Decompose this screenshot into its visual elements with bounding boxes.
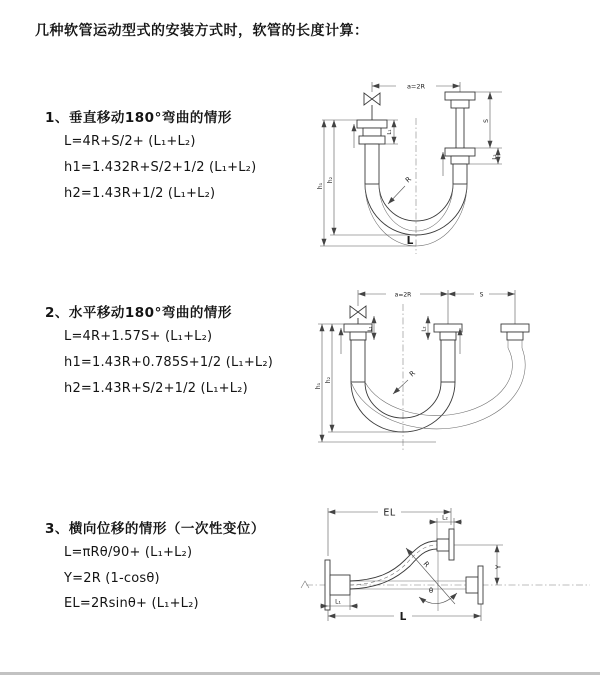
section-1-formula-h1: h1=1.432R+S/2+1/2 (L₁+L₂) (64, 160, 257, 175)
braided-hose-section (351, 340, 365, 382)
hose-straight-position (350, 581, 466, 589)
diagram-horizontal-180-bend (308, 282, 600, 462)
dimension-a2r-s (358, 290, 515, 324)
section-3-formula-Y: Y=2R (1-cosθ) (64, 571, 160, 586)
section-1-heading: 1、垂直移动180°弯曲的情形 (45, 110, 232, 126)
diagram-lateral-displacement (298, 498, 598, 653)
hose-u-bend (351, 348, 525, 432)
page-title: 几种软管运动型式的安装方式时，软管的长度计算： (35, 23, 369, 39)
d2-label-l2: L₂ (421, 326, 428, 332)
braided-hose-section (441, 340, 455, 382)
d1-label-h2: h₂ (327, 176, 334, 184)
d1-label-l: L (406, 235, 414, 247)
section-1-formula-h2: h2=1.43R+1/2 (L₁+L₂) (64, 186, 216, 201)
section-1-formula-L: L=4R+S/2+ (L₁+L₂) (64, 134, 196, 149)
right-pipe-fitting (501, 324, 529, 348)
d1-label-l1: L₁ (387, 129, 393, 135)
break-mark (301, 581, 309, 588)
radius-callout (388, 175, 413, 204)
section-3-formula-EL: EL=2Rsinθ+ (L₁+L₂) (64, 596, 199, 611)
middle-pipe-fitting (434, 324, 462, 382)
section-2-formula-h2: h2=1.43R+S/2+1/2 (L₁+L₂) (64, 381, 248, 396)
braided-hose-section (365, 144, 379, 184)
dimension-l2 (429, 515, 462, 540)
braided-hose-section (453, 164, 467, 184)
d3-label-theta: θ (428, 587, 434, 595)
right-pipe-fitting (445, 92, 475, 184)
d2-label-l1: L₁ (367, 326, 374, 332)
dimension-l (328, 604, 481, 623)
d2-label-span: a=2R (394, 291, 412, 299)
d2-label-h2: h₂ (325, 376, 332, 384)
section-2-heading: 2、水平移动180°弯曲的情形 (45, 305, 232, 321)
d1-label-s: S (483, 119, 490, 123)
d2-label-r: R (407, 369, 417, 379)
radius-callout (393, 369, 417, 394)
d3-label-l1: L₁ (335, 598, 341, 606)
valve-icon (350, 306, 366, 324)
d1-label-l2: L₂ (492, 154, 498, 160)
d2-label-s: S (479, 291, 484, 299)
d3-label-y: Y (494, 564, 503, 570)
left-pipe-fitting (357, 120, 387, 184)
section-2-formula-L: L=4R+1.57S+ (L₁+L₂) (64, 329, 213, 344)
dimension-l1-l2 (368, 316, 429, 340)
upper-flange-fitting (437, 529, 454, 560)
d3-label-r: R (421, 559, 431, 569)
section-2-formula-h1: h1=1.43R+0.785S+1/2 (L₁+L₂) (64, 355, 274, 370)
dimension-el (328, 508, 451, 557)
d3-label-l: L (399, 611, 407, 623)
section-3-heading: 3、横向位移的情形（一次性变位） (45, 521, 265, 537)
d3-label-el: EL (383, 507, 396, 519)
d1-label-span: a=2R (406, 82, 426, 91)
section-3-formula-L: L=πRθ/90+ (L₁+L₂) (64, 545, 193, 560)
diagram-vertical-180-bend (310, 68, 595, 258)
dimension-a2r (372, 82, 460, 92)
d3-label-l2: L₂ (442, 514, 448, 522)
right-flange-fitting (466, 566, 483, 604)
valve-icon (364, 93, 380, 120)
d2-label-h1: h₁ (315, 382, 322, 390)
d1-label-h1: h₁ (317, 182, 324, 190)
d1-label-r: R (403, 175, 413, 185)
left-pipe-fitting (344, 324, 372, 382)
